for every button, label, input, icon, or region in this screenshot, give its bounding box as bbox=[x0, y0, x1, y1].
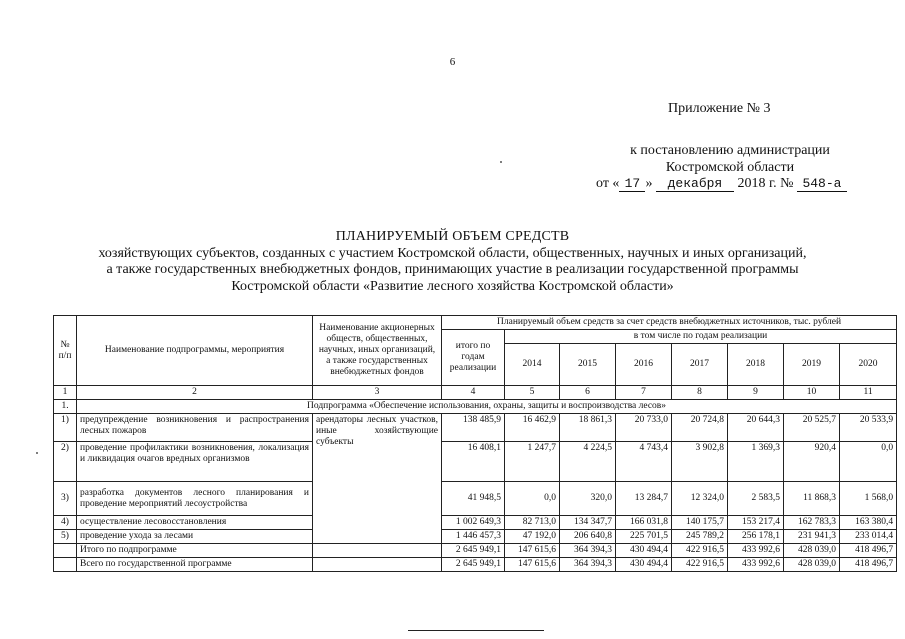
col-number: 1 bbox=[54, 386, 77, 400]
title-line-4: Костромской области «Развитие лесного хозяйства Костромской области» bbox=[231, 278, 674, 294]
row-value: 320,0 bbox=[560, 482, 616, 516]
decree-date-line bbox=[596, 176, 847, 192]
header-planned: Планируемый объем средств за счет средств внебюджетных источников, тыс. рублей bbox=[442, 316, 897, 330]
row-total: 138 485,9 bbox=[442, 414, 505, 442]
row-name: проведение профилактики возникновения, локализация и ликвидация очагов вредных организмов bbox=[77, 442, 313, 482]
row-value: 418 496,7 bbox=[840, 558, 897, 572]
row-name: проведение ухода за лесами bbox=[77, 530, 313, 544]
date-year: 2018 г. № bbox=[737, 176, 794, 191]
row-name: предупреждение возникновения и распространения лесных пожаров bbox=[77, 414, 313, 442]
subprogram-row bbox=[54, 400, 897, 414]
date-mid: » bbox=[645, 176, 653, 191]
col-number: 2 bbox=[77, 386, 313, 400]
empty-cell bbox=[313, 558, 442, 572]
column-numbers-row bbox=[54, 386, 897, 400]
row-total: 1 002 649,3 bbox=[442, 516, 505, 530]
col-number: 3 bbox=[313, 386, 442, 400]
row-value: 82 713,0 bbox=[505, 516, 560, 530]
decree-line-2: Костромской области bbox=[665, 160, 795, 175]
page-number: 6 bbox=[449, 56, 456, 68]
decree-day: 17 bbox=[619, 177, 645, 192]
subprogram-title: Подпрограмма «Обеспечение использования, охраны, защиты и воспроизводства лесов» bbox=[77, 400, 897, 414]
header-year: 2016 bbox=[616, 344, 672, 386]
row-value: 20 525,7 bbox=[784, 414, 840, 442]
header-org: Наименование акционерных обществ, общественных, научных, иных организаций, а также государственных внебюджетных фондов bbox=[313, 316, 442, 386]
funding-table bbox=[53, 315, 897, 572]
row-num: 4) bbox=[54, 516, 77, 530]
table-row bbox=[54, 516, 897, 530]
title-main: ПЛАНИРУЕМЫЙ ОБЪЕМ СРЕДСТВ bbox=[335, 229, 570, 244]
row-total: 16 408,1 bbox=[442, 442, 505, 482]
header-year: 2019 bbox=[784, 344, 840, 386]
date-prefix: от « bbox=[596, 176, 620, 191]
col-number: 4 bbox=[442, 386, 505, 400]
table-row bbox=[54, 482, 897, 516]
row-value: 422 916,5 bbox=[672, 544, 728, 558]
total-name: Всего по государственной программе bbox=[77, 558, 313, 572]
scan-speck bbox=[500, 161, 502, 163]
header-year: 2014 bbox=[505, 344, 560, 386]
col-number: 7 bbox=[616, 386, 672, 400]
decree-line-1: к постановлению администрации bbox=[630, 143, 830, 158]
header-name: Наименование подпрограммы, мероприятия bbox=[77, 316, 313, 386]
row-value: 256 178,1 bbox=[728, 530, 784, 544]
row-num: 1) bbox=[54, 414, 77, 442]
row-value: 430 494,4 bbox=[616, 544, 672, 558]
row-value: 47 192,0 bbox=[505, 530, 560, 544]
decree-month: декабря bbox=[656, 177, 734, 192]
row-value: 364 394,3 bbox=[560, 544, 616, 558]
row-value: 433 992,6 bbox=[728, 558, 784, 572]
document-title bbox=[0, 229, 905, 295]
table-row bbox=[54, 414, 897, 442]
row-value: 233 014,4 bbox=[840, 530, 897, 544]
row-value: 418 496,7 bbox=[840, 544, 897, 558]
col-number: 11 bbox=[840, 386, 897, 400]
row-value: 13 284,7 bbox=[616, 482, 672, 516]
empty-cell bbox=[54, 544, 77, 558]
row-value: 433 992,6 bbox=[728, 544, 784, 558]
col-number: 6 bbox=[560, 386, 616, 400]
row-value: 4 743,4 bbox=[616, 442, 672, 482]
header-year: 2017 bbox=[672, 344, 728, 386]
col-number: 5 bbox=[505, 386, 560, 400]
decree-reference bbox=[600, 142, 860, 176]
row-total: 1 446 457,3 bbox=[442, 530, 505, 544]
empty-cell bbox=[313, 544, 442, 558]
title-line-2: хозяйствующих субъектов, созданных с участием Костромской области, общественных, научных и иных организаций, bbox=[98, 245, 807, 261]
row-name: осуществление лесовосстановления bbox=[77, 516, 313, 530]
row-num: 3) bbox=[54, 482, 77, 516]
header-year: 2015 bbox=[560, 344, 616, 386]
row-value: 245 789,2 bbox=[672, 530, 728, 544]
col-number: 9 bbox=[728, 386, 784, 400]
row-value: 20 724,8 bbox=[672, 414, 728, 442]
row-value: 166 031,8 bbox=[616, 516, 672, 530]
subprogram-num: 1. bbox=[54, 400, 77, 414]
row-value: 16 462,9 bbox=[505, 414, 560, 442]
row-value: 3 902,8 bbox=[672, 442, 728, 482]
row-value: 153 217,4 bbox=[728, 516, 784, 530]
row-value: 1 568,0 bbox=[840, 482, 897, 516]
table-row bbox=[54, 530, 897, 544]
row-value: 163 380,4 bbox=[840, 516, 897, 530]
row-value: 147 615,6 bbox=[505, 558, 560, 572]
table-row bbox=[54, 442, 897, 482]
row-value: 0,0 bbox=[840, 442, 897, 482]
row-num: 2) bbox=[54, 442, 77, 482]
header-num: № п/п bbox=[54, 316, 77, 386]
row-value: 147 615,6 bbox=[505, 544, 560, 558]
header-year: 2018 bbox=[728, 344, 784, 386]
row-num: 5) bbox=[54, 530, 77, 544]
row-value: 231 941,3 bbox=[784, 530, 840, 544]
row-value: 1 247,7 bbox=[505, 442, 560, 482]
row-value: 428 039,0 bbox=[784, 544, 840, 558]
row-value: 162 783,3 bbox=[784, 516, 840, 530]
row-value: 428 039,0 bbox=[784, 558, 840, 572]
row-value: 4 224,5 bbox=[560, 442, 616, 482]
col-number: 8 bbox=[672, 386, 728, 400]
header-by-years: в том числе по годам реализации bbox=[505, 330, 897, 344]
row-value: 18 861,3 bbox=[560, 414, 616, 442]
row-value: 20 733,0 bbox=[616, 414, 672, 442]
empty-cell bbox=[54, 558, 77, 572]
row-value: 11 868,3 bbox=[784, 482, 840, 516]
row-value: 20 644,3 bbox=[728, 414, 784, 442]
appendix-label: Приложение № 3 bbox=[668, 101, 771, 116]
row-total: 41 948,5 bbox=[442, 482, 505, 516]
row-value: 206 640,8 bbox=[560, 530, 616, 544]
row-value: 364 394,3 bbox=[560, 558, 616, 572]
title-line-3: а также государственных внебюджетных фондов, принимающих участие в реализации государственной программы bbox=[106, 262, 799, 277]
row-value: 2 583,5 bbox=[728, 482, 784, 516]
col-number: 10 bbox=[784, 386, 840, 400]
header-total: итого по годам реализации bbox=[442, 330, 505, 386]
row-value: 430 494,4 bbox=[616, 558, 672, 572]
scan-speck bbox=[36, 452, 38, 454]
header-year: 2020 bbox=[840, 344, 897, 386]
org-cell: арендаторы лесных участков, иные хозяйствующие субъекты bbox=[313, 414, 442, 544]
row-value: 422 916,5 bbox=[672, 558, 728, 572]
row-total: 2 645 949,1 bbox=[442, 558, 505, 572]
row-value: 920,4 bbox=[784, 442, 840, 482]
row-value: 140 175,7 bbox=[672, 516, 728, 530]
subtotal-row bbox=[54, 544, 897, 558]
row-value: 20 533,9 bbox=[840, 414, 897, 442]
row-value: 225 701,5 bbox=[616, 530, 672, 544]
row-value: 1 369,3 bbox=[728, 442, 784, 482]
total-name: Итого по подпрограмме bbox=[77, 544, 313, 558]
row-value: 12 324,0 bbox=[672, 482, 728, 516]
decree-number: 548-а bbox=[797, 177, 847, 192]
row-value: 134 347,7 bbox=[560, 516, 616, 530]
grand-total-row bbox=[54, 558, 897, 572]
row-total: 2 645 949,1 bbox=[442, 544, 505, 558]
row-value: 0,0 bbox=[505, 482, 560, 516]
row-name: разработка документов лесного планирования и проведение мероприятий лесоустройства bbox=[77, 482, 313, 516]
closing-divider bbox=[408, 630, 544, 631]
